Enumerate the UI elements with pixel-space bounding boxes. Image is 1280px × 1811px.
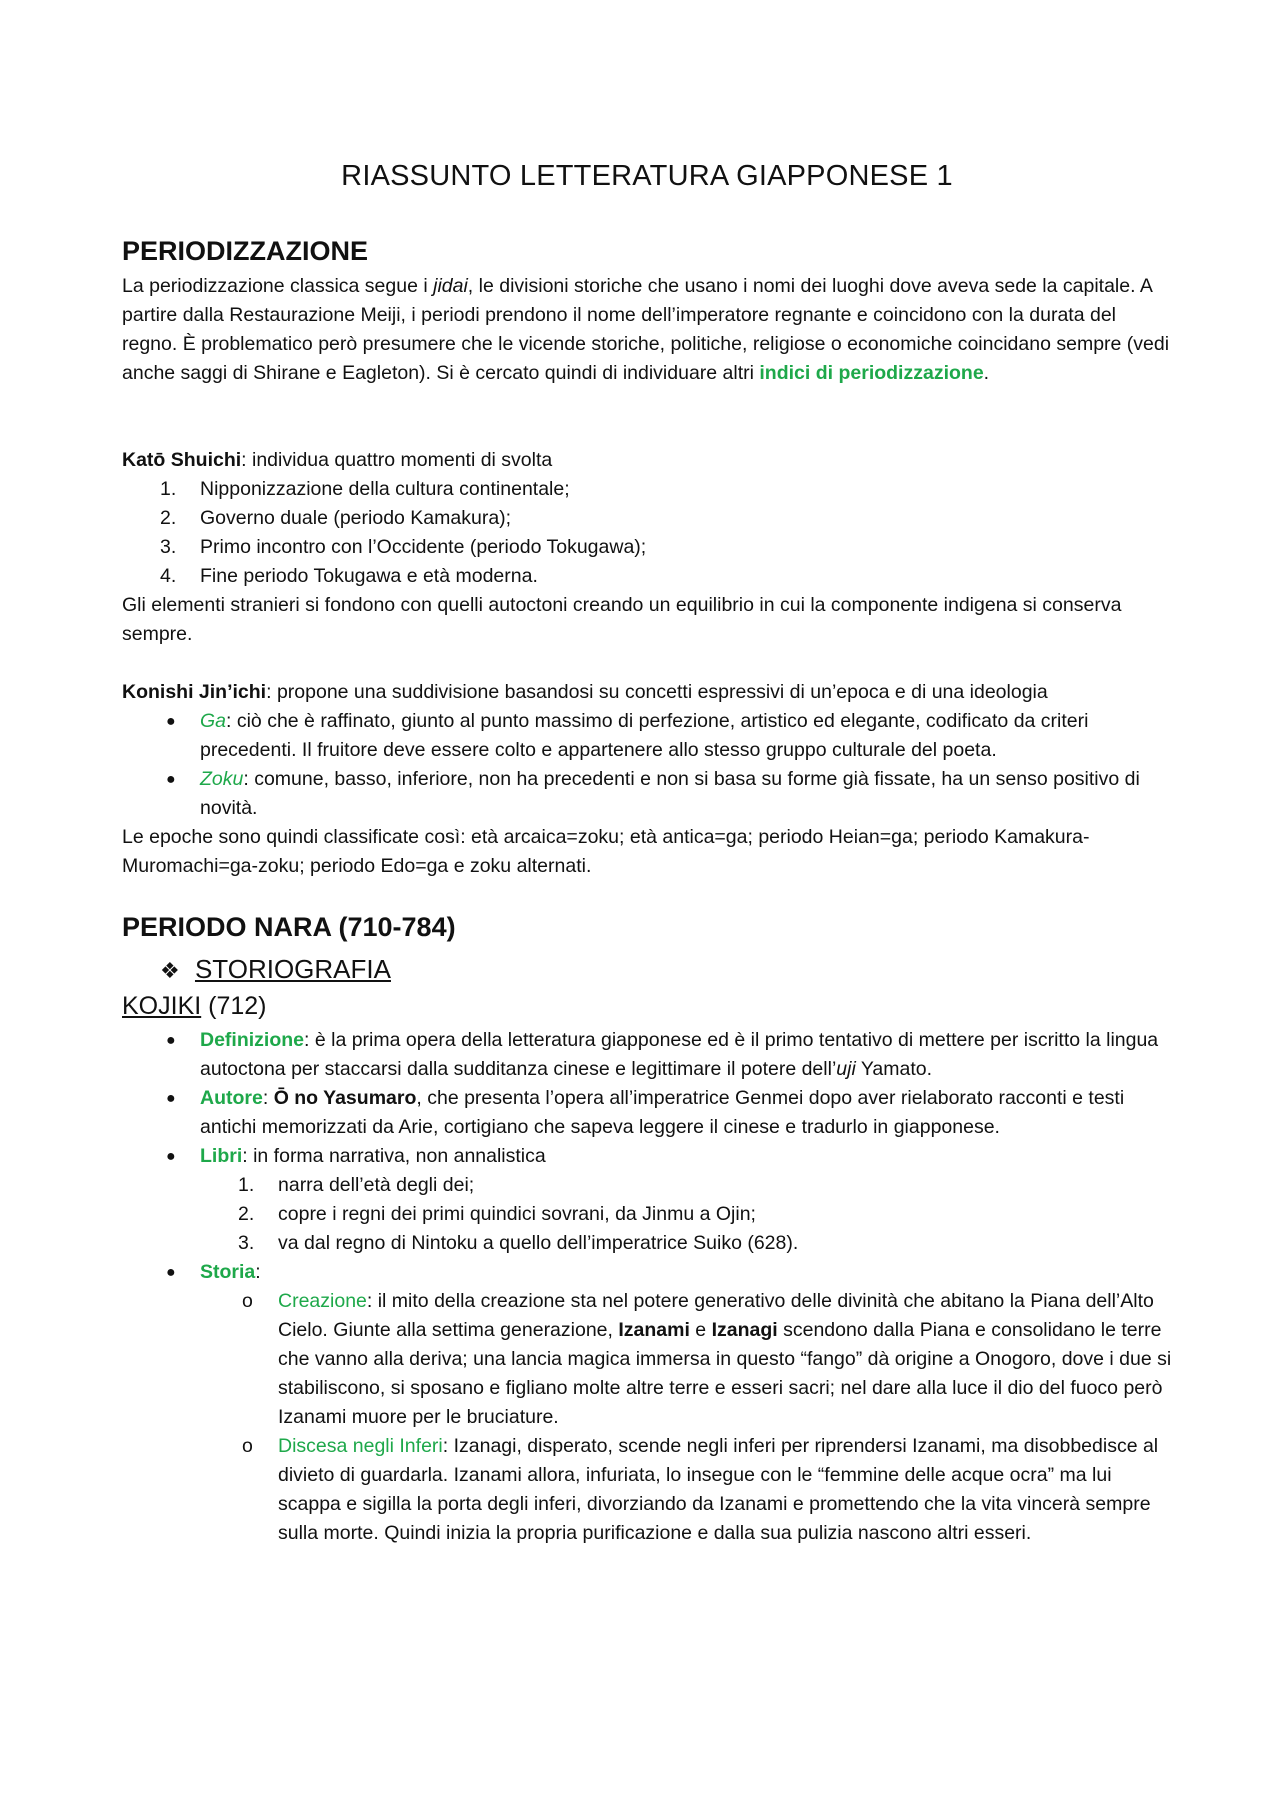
- konishi-name: Konishi Jin’ichi: [122, 681, 267, 703]
- document-title: RIASSUNTO LETTERATURA GIAPPONESE 1: [341, 160, 953, 192]
- list-item-creazione: o Creazione: il mito della creazione sta nel potere generativo delle divinità che abitano la Piana dell’Alto Cielo. Giunte alla settima generazione, Izanami e Izanagi scendono dalla Piana e consolidano le terre che vanno alla deriva; una lancia magica immersa in questo “fango” dà origine a Onogoro, dove i due si stabiliscono, si sposano e figliano molte altre terre e esseri sacri; nel dare alla luce il dio del fuoco però Izanami muore per le bruciature.: [122, 1287, 1172, 1432]
- bullet-icon: ●: [166, 1264, 176, 1281]
- bullet-icon: ●: [166, 771, 176, 788]
- bullet-icon: ●: [166, 1090, 176, 1107]
- storia-sublist: [122, 1287, 1172, 1548]
- kato-intro: Katō Shuichi: individua quattro momenti di svolta: [122, 449, 553, 471]
- konishi-after: Le epoche sono quindi classificate così: età arcaica=zoku; età antica=ga; periodo Heian=ga; periodo Kamakura-Muromachi=ga-zoku; periodo Edo=ga e zoku alternati.: [122, 826, 1090, 877]
- kojiki-list: [122, 1026, 1172, 1171]
- indici-highlight: indici di periodizzazione: [759, 362, 984, 384]
- list-item: 3. va dal regno di Nintoku a quello dell’imperatrice Suiko (628).: [238, 1232, 799, 1254]
- periodizzazione-intro: La periodizzazione classica segue i jidai, le divisioni storiche che usano i nomi dei luoghi dove aveva sede la capitale. A partire dalla Restaurazione Meiji, i periodi prendono il nome dell’imperatore regnante e coincidono con la durata del regno. È problematico però presumere che le vicende storiche, politiche, religiose o economiche coincidano sempre (vedi anche saggi di Shirane e Eagleton). Si è cercato quindi di individuare altri indici di periodizzazione.: [122, 275, 1170, 384]
- bullet-icon: ●: [166, 1148, 176, 1165]
- heading-periodizzazione: PERIODIZZAZIONE: [122, 236, 369, 266]
- heading-periodo-nara: PERIODO NARA (710-784): [122, 912, 456, 942]
- bullet-icon: ●: [166, 713, 176, 730]
- storiografia-label: STORIOGRAFIA: [194, 954, 391, 984]
- konishi-intro: Konishi Jin’ichi: propone una suddivisione basandosi su concetti espressivi di un’epoca e di una ideologia: [122, 681, 1048, 703]
- list-item: 2. Governo duale (periodo Kamakura);: [160, 507, 512, 529]
- diamond-bullet-icon: ❖: [160, 958, 180, 983]
- kojiki-title: KOJIKI: [122, 992, 202, 1020]
- ga-term: Ga: [200, 710, 227, 732]
- storiografia-heading: [160, 954, 391, 985]
- list-item: 4. Fine periodo Tokugawa e età moderna.: [160, 565, 538, 587]
- zoku-term: Zoku: [200, 768, 244, 790]
- list-item-storia: ● Storia:: [122, 1258, 1172, 1287]
- list-item-discesa: o Discesa negli Inferi: Izanagi, disperato, scende negli inferi per riprendersi Izanami, ma disobbedisce al divieto di guardarla. Izanami allora, infuriata, lo insegue con le “femmine delle acque ocra” ma lui scappa e sigilla la porta degli inferi, divorziando da Izanami e promettendo che la vita vincerà sempre sulla morte. Quindi inizia la propria purificazione e dalla sua pulizia nascono altri esseri.: [122, 1432, 1172, 1548]
- kojiki-section: [122, 1026, 1172, 1548]
- list-item: 1. narra dell’età degli dei;: [238, 1174, 475, 1196]
- list-item-autore: ● Autore: Ō no Yasumaro, che presenta l’opera all’imperatrice Genmei dopo aver rielaborato racconti e testi antichi memorizzati da Arie, cortigiano che sapeva leggere il cinese e tradurlo in giapponese.: [122, 1084, 1172, 1142]
- libri-list: [122, 1171, 1172, 1258]
- list-item: 1. Nipponizzazione della cultura continentale;: [160, 478, 570, 500]
- list-item-definizione: ● Definizione: è la prima opera della letteratura giapponese ed è il primo tentativo di mettere per iscritto la lingua autoctona per staccarsi dalla sudditanza cinese e legittimare il potere dell’uji Yamato.: [122, 1026, 1172, 1084]
- list-item: 2. copre i regni dei primi quindici sovrani, da Jinmu a Ojin;: [238, 1203, 756, 1225]
- konishi-section: [122, 678, 1172, 881]
- list-item-libri: ● Libri: in forma narrativa, non annalistica: [122, 1142, 1172, 1171]
- kato-section: [122, 446, 1172, 649]
- circle-bullet-icon: o: [242, 1290, 253, 1312]
- storia-list: [122, 1258, 1172, 1287]
- kato-name: Katō Shuichi: [122, 449, 242, 471]
- bullet-icon: ●: [166, 1032, 176, 1049]
- konishi-list: [122, 707, 1172, 823]
- kojiki-heading: KOJIKI (712): [122, 992, 267, 1020]
- list-item: 3. Primo incontro con l’Occidente (periodo Tokugawa);: [160, 536, 647, 558]
- kato-after: Gli elementi stranieri si fondono con quelli autoctoni creando un equilibrio in cui la componente indigena si conserva sempre.: [122, 594, 1122, 645]
- list-item: ● Ga: ciò che è raffinato, giunto al punto massimo di perfezione, artistico ed elegante, codificato da criteri precedenti. Il fruitore deve essere colto e appartenere allo stesso gruppo culturale del poeta.: [122, 707, 1172, 765]
- list-item: ● Zoku: comune, basso, inferiore, non ha precedenti e non si basa su forme già fissate, ha un senso positivo di novità.: [122, 765, 1172, 823]
- jidai-term: jidai: [433, 275, 468, 297]
- circle-bullet-icon: o: [242, 1435, 253, 1457]
- kato-list: [122, 475, 1172, 591]
